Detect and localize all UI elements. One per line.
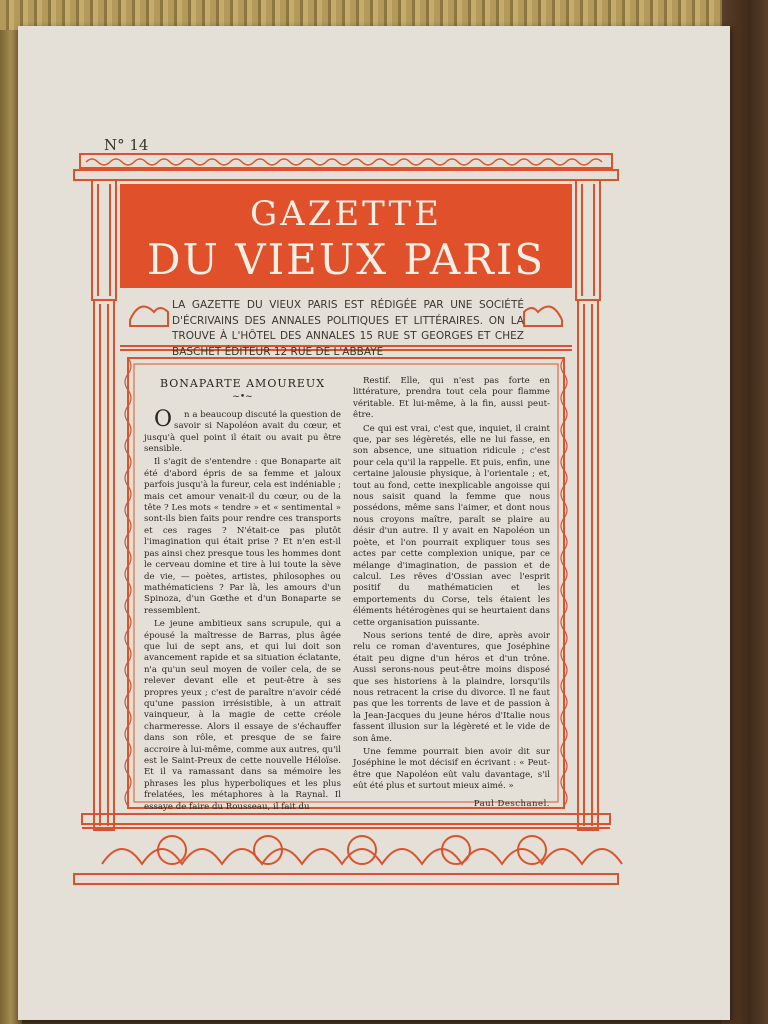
paragraph xyxy=(144,406,341,456)
article-column-right xyxy=(353,376,550,809)
masthead-title-line2: DU VIEUX PARIS xyxy=(146,235,546,284)
paragraph: Restif. Elle, qui n'est pas forte en littérature, prendra tout cela pour flamme véritable. Et lui-même, à la fin, aussi peut-être. xyxy=(353,376,550,421)
intro-notice: LA GAZETTE DU VIEUX PARIS EST RÉDIGÉE PAR UNE SOCIÉTÉ D'ÉCRIVAINS DES ANNALES POLITIQUES ET LITTÉRAIRES. ON LA TROUVE À L'HÔTEL DES ANNALES 15 RUE ST GEORGES ET CHEZ BASCHET ÉDITEUR 12 RUE DE L'ABBAYE xyxy=(172,299,524,358)
decorative-frame xyxy=(72,150,620,888)
article-body xyxy=(144,376,550,812)
paragraph: Nous serions tenté de dire, après avoir relu ce roman d'aventures, que Joséphine était peu digne d'un héros et d'un trône. Aussi serons-nous peut-être moins disposé que ses historiens à la plaindre, lorsqu'ils nous retracent la crise du divorce. Il ne faut pas que les torrents de lave et de passion à la Jean-Jacques du jeune héros d'Italie nous fassent illusion sur la légèreté et le vide de son âme. xyxy=(353,630,550,744)
paragraph: Ce qui est vrai, c'est que, inquiet, il craint que, par ses légèretés, elle ne lui fasse, en son absence, une situation ridicule ; c'est pour cela qu'il la rappelle. Et puis, enfin, une certaine jalousie physique, à l'orientale ; et, tout au fond, cette inexplicable angoisse qui nous saisit quand la femme que nous possédons, même sans l'aimer, et dont nous nous croyons maître, paraît se plaire au désir d'un autre. Il y avait en Napoléon un poète, et l'on pourrait expliquer tous ses actes par cette complexion unique, par ce mélange d'imagination, de passion et de calcul. Les rêves d'Ossian avec l'esprit positif du mathématicien et les emportements du Corse, tels étaient les éléments hétérogènes qui se heurtaient dans cette organisation puissante. xyxy=(353,423,550,628)
article-title: BONAPARTE AMOUREUX xyxy=(159,377,326,390)
article-column-left xyxy=(144,376,341,812)
page-number: N° 14 xyxy=(104,136,149,154)
paragraph: Le jeune ambitieux sans scrupule, qui a épousé la maîtresse de Barras, plus âgée que lui de sept ans, et qui lui doit son avancement rapide et sa situation éclatante, n'a qu'un seul moyen de voiler cela, de se relever devant elle et peut-être à ses propres yeux ; c'est de paraître n'avoir cédé qu'une passion irrésistible, à un attrait vainqueur, à la magie de cette créole charmeresse. Alors il essaye de s'échauffer dans son rôle, et presque de se faire accroire à lui-même, comme aux autres, qu'il est le Saint-Preux de cette nouvelle Héloïse. Et il va ramassant dans sa mémoire les phrases les plus hyperboliques et les plus frelatées, les métaphores à la Raynal. Il essaye de faire du Rousseau, il fait du xyxy=(144,619,341,812)
paragraph-text: n a beaucoup discuté la question de savoir si Napoléon avait du cœur, et jusqu'à quel point il était ou avait pu être sensible. xyxy=(144,409,341,455)
title-ornament: ~•~ xyxy=(232,392,253,403)
paragraph: Une femme pourrait bien avoir dit sur Joséphine le mot décisif en écrivant : « Peut-être que Napoléon eût valu davantage, s'il eût été plus et surtout mieux aimé. » xyxy=(353,747,550,792)
masthead-banner xyxy=(120,184,572,288)
author-signature: Paul Deschanel. xyxy=(473,798,550,809)
drop-cap: O xyxy=(154,406,173,432)
masthead-title-line1: GAZETTE xyxy=(250,194,442,234)
paragraph: Il s'agit de s'entendre : que Bonaparte ait été d'abord épris de sa femme et jaloux parfois jusqu'à la fureur, cela est indéniable ; mais cet amour venait-il du cœur, ou de la tête ? Les mots « tendre » et « sentimental » sont-ils bien faits pour rendre ces transports et ces rages ? N'était-ce pas plutôt l'imagination qui était prise ? Et n'en est-il pas ainsi chez presque tous les hommes dont le cerveau domine et tire à lui toute la sève de vie, — poètes, artistes, philosophes ou mathématiciens ? Par là, les amours d'un Spinoza, d'un Gœthe et d'un Bonaparte se ressemblent. xyxy=(144,457,341,616)
